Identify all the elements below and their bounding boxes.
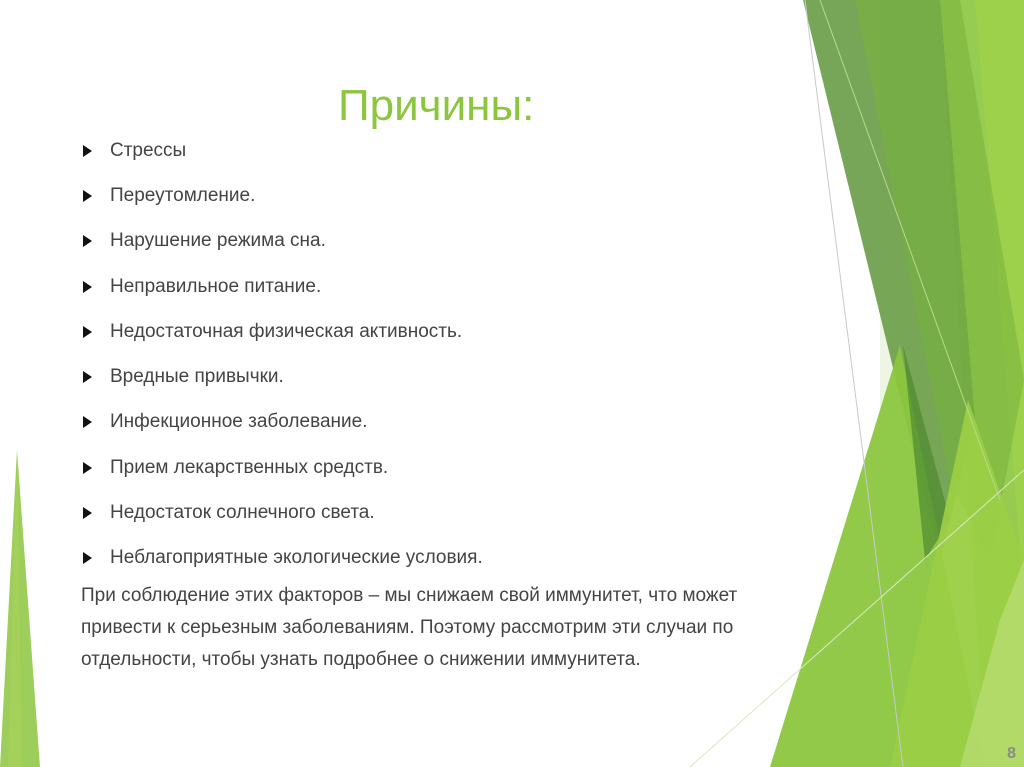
bullet-text: Стрессы [110, 139, 187, 161]
bullet-text: Недостаток солнечного света. [110, 502, 375, 524]
bullet-text: Переутомление. [110, 184, 256, 206]
bullet-text: Нарушение режима сна. [110, 230, 326, 252]
bullet-item [80, 536, 483, 581]
bullet-item [80, 173, 483, 218]
bullet-item [80, 264, 483, 309]
bullet-text: Инфекционное заболевание. [110, 411, 368, 433]
bullet-triangle-icon [83, 235, 92, 247]
bullet-text: Неправильное питание. [110, 275, 322, 297]
bullet-triangle-icon [83, 507, 92, 519]
bullet-item [80, 128, 483, 173]
bullet-item [80, 490, 483, 535]
bullet-item [80, 400, 483, 445]
bullet-triangle-icon [83, 371, 92, 383]
bullet-triangle-icon [83, 416, 92, 428]
bullet-triangle-icon [83, 462, 92, 474]
page-number: 8 [1007, 745, 1016, 762]
bullet-triangle-icon [83, 552, 92, 564]
bullet-item [80, 445, 483, 490]
summary-paragraph: При соблюдение этих факторов – мы снижаем свой иммунитет, что может привести к серьезным заболеваниям. Поэтому рассмотрим эти случаи по отдельности, чтобы узнать подробнее о снижении иммунитета. [81, 585, 738, 670]
bullet-text: Недостаточная физическая активность. [110, 320, 463, 342]
bullet-text: Вредные привычки. [110, 366, 284, 388]
bullet-item [80, 309, 483, 354]
bullet-text: Неблагоприятные экологические условия. [110, 547, 483, 569]
bullet-item [80, 354, 483, 399]
bullet-triangle-icon [83, 326, 92, 338]
bullet-triangle-icon [83, 281, 92, 293]
bullet-list [80, 128, 483, 581]
bullet-item [80, 219, 483, 264]
slide-title: Причины: [338, 81, 535, 130]
bullet-triangle-icon [83, 145, 92, 157]
bullet-text: Прием лекарственных средств. [110, 456, 389, 478]
bullet-triangle-icon [83, 190, 92, 202]
